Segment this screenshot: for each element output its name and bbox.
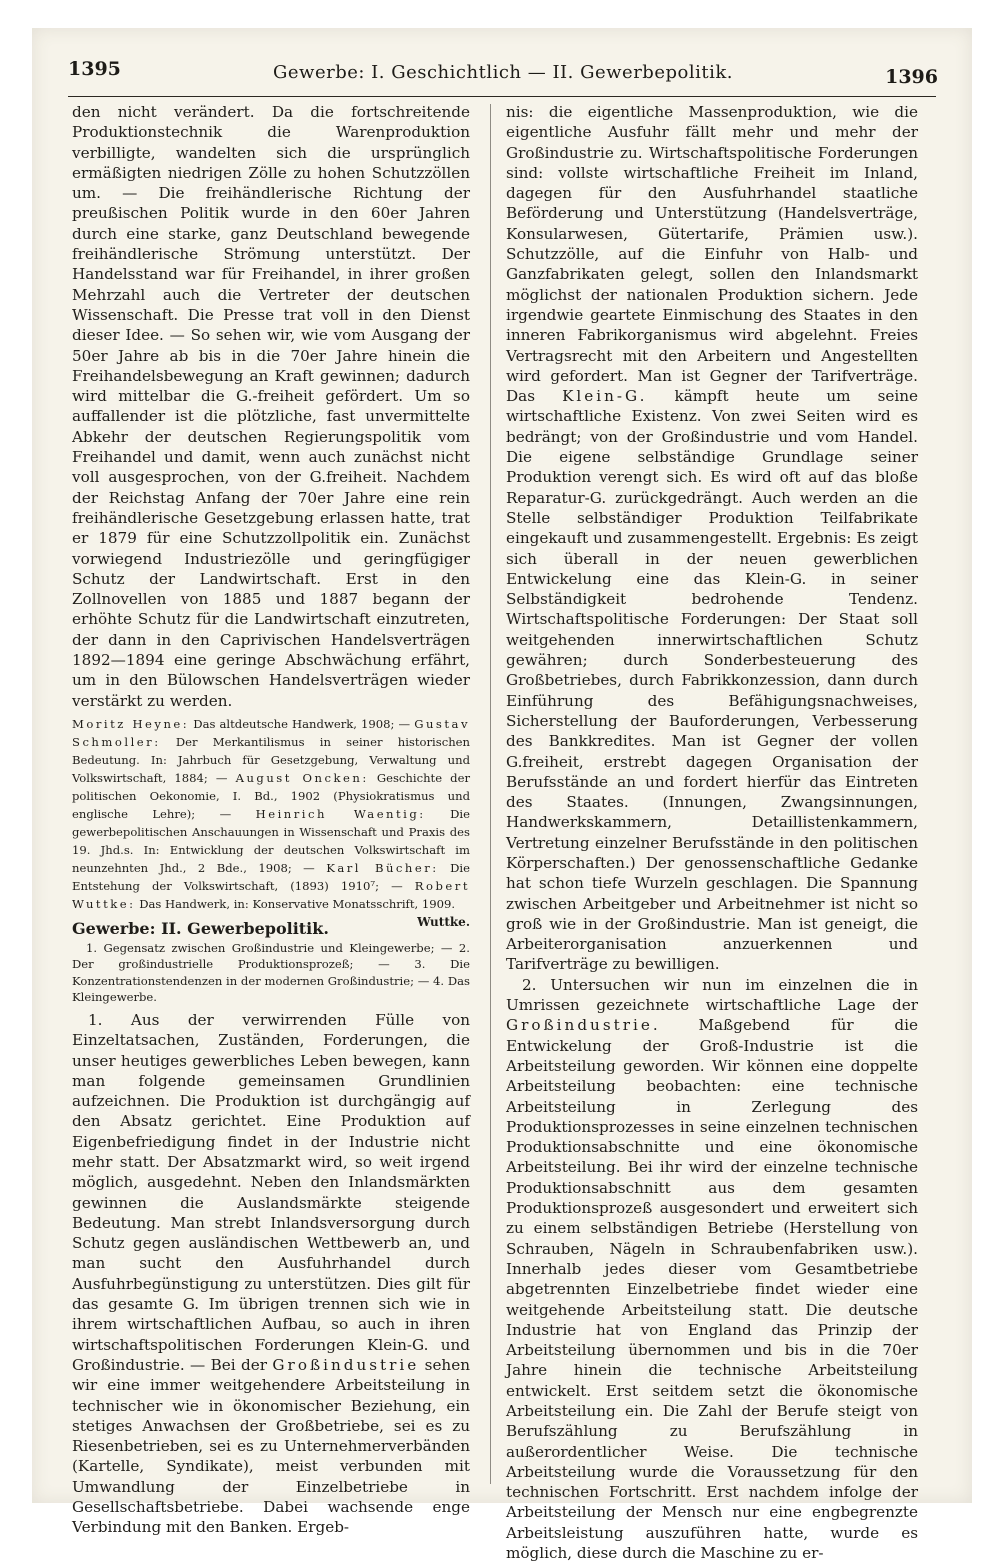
- paragraph-text: 2. Untersuchen wir nun im einzelnen die in Umrissen gezeichnete wirtschaftliche Lage der: [506, 975, 918, 1015]
- column-divider: [490, 104, 491, 1484]
- spaced-term: Klein-G.: [562, 387, 648, 406]
- lit-author: Gustav Schmoller:: [72, 716, 471, 749]
- left-paragraph-2: [72, 1010, 470, 1538]
- lit-title: Die gewerbepolitischen Anschauungen in Wissenschaft und Praxis des 19. Jhd.s. In: Entwicklung der deutschen Volkswirtschaft im neunzehnten Jhd., 2 Bde., 1908; —: [72, 806, 470, 875]
- left-column: [72, 102, 470, 1538]
- right-paragraph-2: [506, 975, 918, 1563]
- lit-title: Das Handwerk, in: Konservative Monatsschrift, 1909.: [135, 896, 456, 911]
- lit-author: Moritz Heyne:: [72, 716, 190, 731]
- paragraph-text: sehen wir eine immer weitgehendere Arbeitsteilung in technischer wie in ökonomischer Beziehung, ein stetiges Anwachsen der Großbetriebe, sei es zu Riesenbetrieben, sei es zu Unternehmerverbänden (Kartelle, Syndikate), meist verbunden mit Umwandlung der Einzelbetriebe in Gesellschaftsbetriebe. Dabei wachsende enge Verbindung mit den Banken. Ergeb-: [72, 1355, 470, 1537]
- section-title: Gewerbe: II. Gewerbepolitik.: [72, 918, 329, 938]
- spaced-term: Großindustrie: [506, 1016, 653, 1035]
- paragraph-text: . Maßgebend für die Entwickelung der Groß-Industrie ist die Arbeitsteilung geworden. Wir können eine doppelte Arbeitsteilung beobachten: eine technische Arbeitsteilung in Zerlegung des Produktionsprozesses in seine einzelnen technischen Produktionsabschnitte und eine ökonomische Arbeitsteilung. Bei ihr wird der einzelne technische Produktionsabschnitt aus dem gesamten Produktionsprozeß ausgesondert und erweitert sich zu einem selbständigen Betriebe (Herstellung von Schrauben, Nägeln in Schraubenfabriken usw.). Innerhalb jedes dieser vom Gesamtbetriebe abgetrennten Einzelbetriebe findet wieder eine weitgehende Arbeitsteilung statt. Die deutsche Industrie hat von England das Prinzip der Arbeitsteilung übernommen und bis in die 70er Jahre hinein die technische Arbeitsteilung entwickelt. Erst seitdem setzt die ökonomische Arbeitsteilung ein. Die Zahl der Berufe steigt von Berufszählung zu Berufszählung in außerordentlicher Weise. Die technische Arbeitsteilung wurde die Voraussetzung für den technischen Fortschritt. Erst nachdem infolge der Arbeitsteilung der Mensch nur eine engbegrenzte Arbeitsleistung auszuführen hatte, wurde es möglich, diese durch die Maschine zu er-: [506, 1016, 918, 1563]
- lit-title: Die Entstehung der Volkswirtschaft, (1893) 1910⁷; —: [72, 860, 470, 893]
- left-paragraph-1: den nicht verändert. Da die fortschreitende Produktionstechnik die Warenproduktion verbilligte, wandelten sich die ursprünglich ermäßigten niedrigen Zölle zu hohen Schutzzöllen um. — Die freihändlerische Richtung der preußischen Politik wurde in den 60er Jahren durch eine starke, ganz Deutschland bewegende freihändlerische Strömung unterstützt. Der Handelsstand war für Freihandel, in ihrer großen Mehrzahl auch die Vertreter der deutschen Wissenschaft. Die Presse trat voll in den Dienst dieser Idee. — So sehen wir, wie vom Ausgang der 50er Jahre ab bis in die 70er Jahre hinein die Freihandelsbewegung an Kraft gewinnen; dadurch wird mittelbar die G.-freiheit gefördert. Um so auffallender ist die plötzliche, fast unvermittelte Abkehr der deutschen Regierungspolitik vom Freihandel und damit, wenn auch zunächst nicht voll ausgesprochen, von der G.freiheit. Nachdem der Reichstag Anfang der 70er Jahre eine rein freihändlerische Gesetzgebung erlassen hatte, trat er 1879 für eine Schutzzollpolitik ein. Zunächst vorwiegend Industriezölle und geringfügiger Schutz der Landwirtschaft. Erst in den Zollnovellen von 1885 und 1887 begann der erhöhte Schutz für die Landwirtschaft einzutreten, der dann in den Caprivischen Handelsverträgen 1892—1894 eine geringe Abschwächung erfährt, um in den Bülowschen Handelsverträgen wieder verstärkt zu werden.: [72, 103, 470, 710]
- paragraph-text: 1. Aus der verwirrenden Fülle von Einzeltatsachen, Zuständen, Forderungen, die unser heutiges gewerbliches Leben bewegen, kann man folgende gemeinsamen Grundlinien aufzeichnen. Die Produktion ist durchgängig auf den Absatz gerichtet. Eine Produktion auf Eigenbefriedigung findet in der Industrie nicht mehr statt. Der Absatzmarkt wird, so weit irgend möglich, ausgedehnt. Neben den Inlandsmärkten gewinnen die Auslandsmärkte steigende Bedeutung. Man strebt Inlandsversorgung durch Schutz gegen ausländischen Wettbewerb an, und man sucht den Ausfuhrhandel durch Ausfuhrbegünstigung zu unterstützen. Dies gilt für das gesamte G. Im übrigen trennen sich wie in ihrem wirtschaftlichen Aufbau, so auch in ihren wirtschaftspolitischen Forderungen Klein-G. und Großindustrie. — Bei der: [72, 1010, 470, 1374]
- right-column: [506, 102, 918, 1563]
- author-signature: Wuttke.: [417, 914, 470, 929]
- lit-author: Robert Wuttke:: [72, 878, 470, 911]
- spaced-term: Großindustrie: [272, 1355, 420, 1374]
- section-contents: 1. Gegensatz zwischen Großindustrie und Kleingewerbe; — 2. Der großindustrielle Produktionsprozeß; — 3. Die Konzentrationstendenzen in der modernen Großindustrie; — 4. Das Kleingewerbe.: [72, 940, 470, 1005]
- right-page-number: 1396: [885, 66, 938, 88]
- running-head: Gewerbe: I. Geschichtlich — II. Gewerbepolitik.: [273, 62, 733, 83]
- page-header: [68, 58, 938, 98]
- paragraph-text: nis: die eigentliche Massenproduktion, wie die eigentliche Ausfuhr fällt mehr und mehr der Großindustrie zu. Wirtschaftspolitische Forderungen sind: vollste wirtschaftliche Freiheit im Inland, dagegen für den Ausfuhrhandel staatliche Beförderung und Unterstützung (Handelsverträge, Konsularwesen, Gütertarife, Prämien usw.). Schutzzölle, auf die Einfuhr von Halb- und Ganzfabrikaten gelegt, sollen den Inlandsmarkt möglichst der nationalen Produktion sichern. Jede irgendwie geartete Einmischung des Staates in den inneren Fabrikorganismus wird abgelehnt. Freies Vertragsrecht mit den Arbeitern und Angestellten wird gefordert. Man ist Gegner der Tarifverträge. Das: [506, 103, 918, 406]
- header-rule: [68, 96, 936, 97]
- lit-author: Karl Bücher:: [326, 860, 439, 875]
- left-page-number: 1395: [68, 58, 121, 80]
- lit-author: August Oncken:: [235, 770, 369, 785]
- lit-title: Der Merkantilismus in seiner historischen Bedeutung. In: Jahrbuch für Gesetzgebung, Verwaltung und Volkswirtschaft, 1884; —: [72, 734, 470, 785]
- paragraph-text: kämpft heute um seine wirtschaftliche Existenz. Von zwei Seiten wird es bedrängt; von der Großindustrie und vom Handel. Die eigene selbständige Grundlage seiner Produktion verengt sich. Es wird oft auf das bloße Reparatur-G. zurückgedrängt. Auch werden an die Stelle selbständiger Produktion Teilfabrikate eingekauft und zusammengestellt. Ergebnis: Es zeigt sich überall in der neuen gewerblichen Entwickelung eine das Klein-G. in seiner Selbständigkeit bedrohende Tendenz. Wirtschaftspolitische Forderungen: Der Staat soll weitgehenden innerwirtschaftlichen Schutz gewähren; durch Sonderbesteuerung des Großbetriebes, durch Fabrikkonzession, dann durch Einführung des Befähigungsnachweises, Sicherstellung der Bauforderungen, Verbesserung des Bankkredites. Man ist Gegner der vollen G.freiheit, erstrebt dagegen Organisation der Berufsstände an und fordert hierfür das Eintreten des Staates. (Innungen, Zwangsinnungen, Handwerkskammern, Detaillistenkammern, Vertretung einzelner Berufsstände in den politischen Körperschaften.) Der genossenschaftliche Gedanke hat schon tiefe Wurzeln geschlagen. Die Spannung zwischen Arbeitgeber und Arbeitnehmer ist nicht so groß wie in der Großindustrie. Man ist geneigt, die Arbeiterorganisation anzuerkennen und Tarifverträge zu bewilligen.: [506, 387, 918, 974]
- lit-title: Geschichte der politischen Oekonomie, I. Bd., 1902 (Physiokratismus und englische Lehre); —: [72, 770, 470, 821]
- right-paragraph-1: [506, 102, 918, 975]
- lit-title: Das altdeutsche Handwerk, 1908; —: [189, 716, 415, 731]
- lit-author: Heinrich Waentig:: [255, 806, 426, 821]
